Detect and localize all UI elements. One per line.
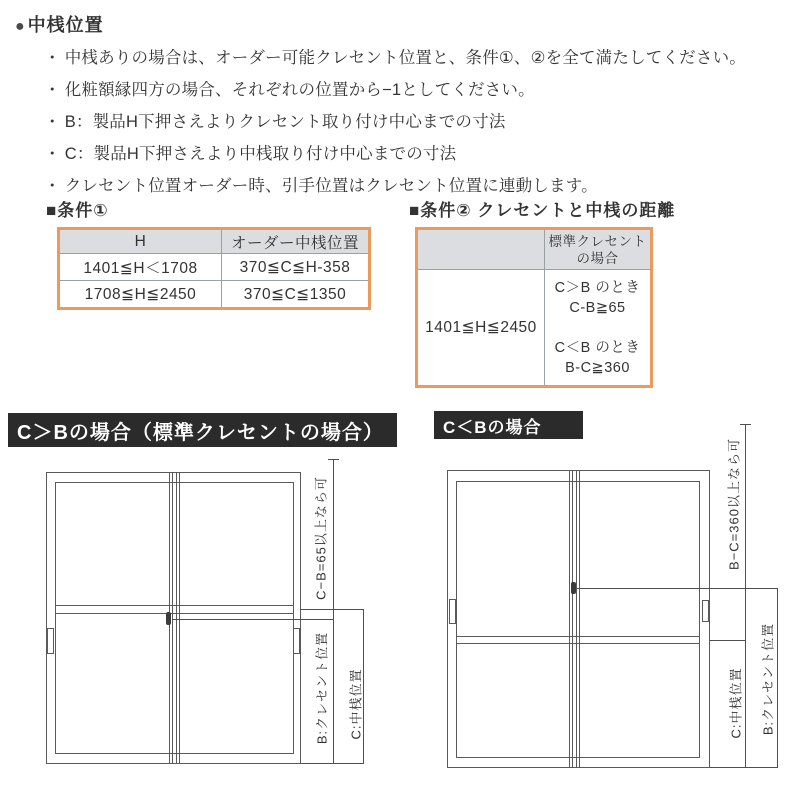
list-item: [44, 106, 784, 138]
notes-list: [44, 42, 784, 202]
list-item: [44, 138, 784, 170]
list-item-text: クレセント位置オーダー時、引手位置はクレセント位置に連動します。: [64, 177, 598, 195]
bullet-icon: ・: [44, 145, 61, 163]
table-cell: 370≦C≦1350: [243, 285, 347, 303]
header-line1: 標準クレセント: [548, 233, 647, 249]
mid-rail: [457, 636, 699, 644]
dimension-line-b: [333, 460, 334, 764]
meeting-stile-right: [176, 473, 180, 763]
extension-line-crescent: [577, 588, 777, 589]
crescent-lock-icon: [166, 612, 171, 625]
gap-dimension-label: C−B=65以上なら可: [313, 476, 329, 600]
bullet-icon: ・: [44, 81, 61, 99]
table-cell: 1708≦H≦2450: [60, 281, 222, 307]
condition2-title: ■条件② クレセントと中桟の距離: [409, 201, 676, 220]
table-cell-h-range: 1401≦H≦2450: [418, 270, 545, 385]
dimension-baseline: [301, 763, 364, 764]
col-header-order-rail: オーダー中桟位置: [222, 230, 368, 254]
gap-dimension-label: B−C=360以上なら可: [726, 438, 742, 570]
dimension-end-tick: [740, 424, 751, 425]
extension-line-midrail: [709, 640, 745, 641]
list-item-text: B：製品H下押さえよりクレセント取り付け中心までの寸法: [64, 113, 506, 131]
extension-line-crescent: [172, 619, 333, 620]
page-title-text: 中桟位置: [27, 15, 104, 35]
table-cell: 370≦C≦H-358: [222, 254, 368, 281]
condition1-title: ■条件①: [46, 201, 109, 220]
meeting-stile-left: [569, 471, 573, 767]
rail-position-label: C:中桟位置: [348, 668, 364, 740]
case-c-lt-b: [555, 338, 641, 378]
condition2-table-grid: [418, 230, 650, 385]
extension-line-midrail: [300, 609, 363, 610]
list-item: [44, 74, 784, 106]
pull-handle-left: [47, 628, 54, 654]
condition1-table: [57, 227, 371, 310]
case-when: C＞B のとき: [554, 279, 641, 296]
col-header-h: H: [60, 230, 222, 254]
bullet-icon: ・: [44, 49, 61, 67]
case-c-gt-b: [555, 278, 641, 318]
bullet-icon: ・: [44, 113, 61, 131]
condition1-table-grid: [60, 230, 368, 307]
col-header-empty: [418, 230, 545, 270]
diagram-left-title-bar: C＞Bの場合（標準クレセントの場合）: [8, 413, 397, 447]
list-item-text: 化粧額縁四方の場合、それぞれの位置から−1としてください。: [64, 81, 535, 99]
mid-rail: [56, 605, 294, 614]
window-inner-frame: [55, 482, 294, 754]
table-cell-cases: [545, 270, 650, 385]
dimension-line-b: [777, 588, 778, 768]
page-title: [15, 11, 104, 37]
col-header-standard-crescent: [545, 230, 650, 270]
bullet-icon: ・: [44, 177, 61, 195]
dimension-baseline: [710, 767, 778, 768]
list-item-text: 中桟ありの場合は、オーダー可能クレセント位置と、条件①、②を全て満たしてください。: [64, 49, 746, 67]
crescent-position-label: B:クレセント位置: [314, 631, 330, 745]
list-item-text: C：製品H下押さえより中桟取り付け中心までの寸法: [64, 145, 457, 163]
diagram-right-title-bar: C＜Bの場合: [434, 411, 583, 439]
case-rule: C-B≧65: [569, 299, 626, 316]
bullet-dot-icon: ●: [15, 18, 26, 35]
list-item: [44, 42, 784, 74]
meeting-stile-right: [576, 471, 580, 767]
table-cell: 1401≦H＜1708: [60, 254, 222, 281]
rail-position-label: C:中桟位置: [728, 667, 744, 739]
pull-handle-right: [702, 600, 709, 622]
pull-handle-left: [449, 599, 456, 624]
case-rule: B-C≧360: [565, 359, 630, 376]
pull-handle-right: [293, 628, 300, 654]
crescent-position-label: B:クレセント位置: [760, 622, 776, 736]
dimension-end-tick: [328, 459, 339, 460]
dimension-line-c: [745, 425, 746, 768]
case-when: C＜B のとき: [554, 339, 641, 356]
condition2-table: [415, 227, 653, 388]
header-line2: の場合: [576, 250, 619, 266]
crescent-lock-icon: [571, 582, 576, 594]
